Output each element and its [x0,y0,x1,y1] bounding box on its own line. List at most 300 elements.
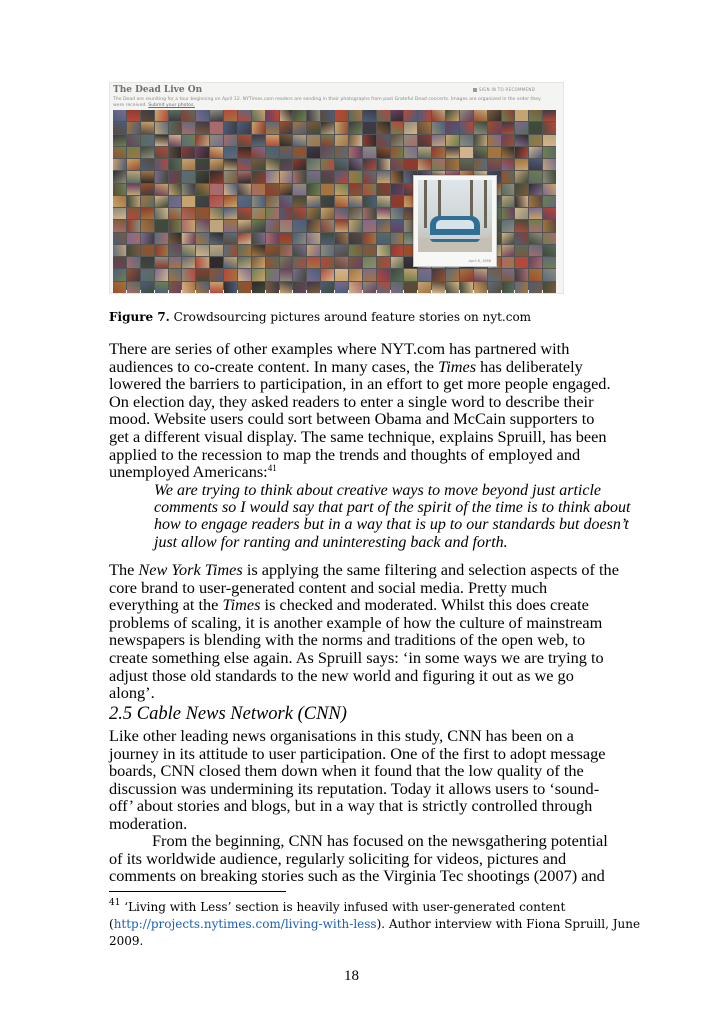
mosaic-tile [391,269,404,280]
mosaic-tile [155,208,168,219]
mosaic-tile [113,208,126,219]
mosaic-tile [280,110,293,121]
mosaic-tile [182,110,195,121]
mosaic-tile [377,257,390,268]
mosaic-tile [224,135,237,146]
mosaic-tile [155,245,168,256]
mosaic-tile [182,122,195,133]
mosaic-tile [321,282,334,293]
mosaic-tile [238,196,251,207]
mosaic-tile [113,220,126,231]
mosaic-tile [210,220,223,231]
mosaic-tile [210,110,223,121]
mosaic-tile [280,282,293,293]
mosaic-tile [460,110,473,121]
mosaic-tile [238,135,251,146]
mosaic-tile [529,110,542,121]
mosaic-tile [335,159,348,170]
mosaic-tile [113,110,126,121]
mosaic-tile [474,135,487,146]
mosaic-tile [293,282,306,293]
mosaic-tile [474,269,487,280]
mosaic-tile [141,171,154,182]
mosaic-tile [155,171,168,182]
mosaic-tile [391,220,404,231]
mosaic-tile [280,257,293,268]
mosaic-tile [446,122,459,133]
recommend-link: SIGN IN TO RECOMMEND [473,87,535,92]
mosaic-tile [169,110,182,121]
mosaic-tile [418,122,431,133]
mosaic-tile [210,245,223,256]
mosaic-tile [266,233,279,244]
mosaic-tile [349,110,362,121]
paragraph-cnn-intro: Like other leading news organisations in this study, CNN has been on a journey in its attitude to user participation. One of the first to adopt message boards, CNN closed them down when it found that the low quality of the discussion was undermining its reputation. Today it allows users to ‘sound- off’ about stories and blogs, but in a way that is strictly controlled through moderation. [109,726,606,833]
mosaic-tile [502,147,515,158]
mosaic-tile [196,282,209,293]
mosaic-tile [529,147,542,158]
mosaic-tile [266,269,279,280]
mosaic-tile [127,233,140,244]
mosaic-tile [404,269,417,280]
mosaic-tile [460,147,473,158]
mosaic-tile [488,110,501,121]
inset-caption: April 8, 1988 [468,259,491,263]
mosaic-tile [238,208,251,219]
mosaic-tile [502,233,515,244]
mosaic-tile [543,257,556,268]
mosaic-tile [266,208,279,219]
mosaic-tile [502,269,515,280]
mosaic-tile [363,147,376,158]
mosaic-tile [238,233,251,244]
mosaic-tile [224,220,237,231]
mosaic-tile [363,110,376,121]
mosaic-tile [238,147,251,158]
mosaic-tile [127,171,140,182]
mosaic-tile [307,159,320,170]
mosaic-tile [363,257,376,268]
mosaic-tile [335,135,348,146]
mosaic-tile [432,269,445,280]
mosaic-tile [293,233,306,244]
mosaic-tile [155,233,168,244]
mosaic-tile [293,184,306,195]
mosaic-tile [280,147,293,158]
mosaic-tile [321,245,334,256]
mosaic-tile [515,171,528,182]
mosaic-tile [210,147,223,158]
mosaic-tile [182,159,195,170]
mosaic-tile [363,171,376,182]
mosaic-tile [335,257,348,268]
mosaic-tile [529,184,542,195]
mosaic-tile [169,245,182,256]
mosaic-tile [141,122,154,133]
mosaic-tile [515,282,528,293]
mosaic-tile [307,196,320,207]
mosaic-tile [515,159,528,170]
mosaic-tile [113,257,126,268]
mosaic-tile [182,196,195,207]
mosaic-tile [460,122,473,133]
mosaic-tile [460,282,473,293]
mosaic-tile [515,147,528,158]
mosaic-tile [182,245,195,256]
photo-inset [413,175,497,267]
mosaic-tile [543,159,556,170]
mosaic-tile [113,245,126,256]
mosaic-tile [224,147,237,158]
mosaic-tile [529,233,542,244]
mosaic-tile [141,184,154,195]
mosaic-tile [543,147,556,158]
mosaic-tile [280,269,293,280]
mosaic-tile [266,171,279,182]
mosaic-tile [238,122,251,133]
paragraph-cnn-newsgathering: From the beginning, CNN has focused on the newsgathering potential of its worldwide audience, regularly soliciting for videos, pictures and comments on breaking stories such as the Virginia Tec shootings (2007) and [109,831,608,886]
mosaic-tile [182,257,195,268]
mosaic-tile [238,269,251,280]
page-number: 18 [344,968,359,984]
mosaic-tile [210,171,223,182]
mosaic-tile [224,245,237,256]
mosaic-tile [252,269,265,280]
mosaic-tile [141,159,154,170]
mosaic-tile [515,135,528,146]
mosaic-tile [529,269,542,280]
submit-photos-link: Submit your photos. [148,103,195,108]
figure-image [109,82,564,294]
mosaic-tile [529,171,542,182]
mosaic-tile [127,196,140,207]
mosaic-tile [321,122,334,133]
mosaic-tile [196,196,209,207]
mosaic-tile [293,257,306,268]
mosaic-tile [502,135,515,146]
mosaic-tile [543,208,556,219]
mosaic-tile [169,122,182,133]
mosaic-tile [446,159,459,170]
recommend-icon [473,88,477,92]
mosaic-tile [363,184,376,195]
mosaic-tile [169,269,182,280]
mosaic-tile [404,159,417,170]
mosaic-tile [363,269,376,280]
mosaic-tile [321,196,334,207]
mosaic-tile [349,135,362,146]
mosaic-tile [460,269,473,280]
mosaic-tile [155,122,168,133]
mosaic-tile [169,159,182,170]
mosaic-tile [155,135,168,146]
mosaic-tile [280,184,293,195]
mosaic-tile [307,233,320,244]
mosaic-tile [210,282,223,293]
mosaic-tile [502,122,515,133]
mosaic-tile [113,122,126,133]
mosaic-tile [238,159,251,170]
mosaic-tile [377,269,390,280]
mosaic-tile [266,184,279,195]
mosaic-tile [349,269,362,280]
mosaic-tile [113,171,126,182]
mosaic-tile [182,147,195,158]
mosaic-tile [391,233,404,244]
mosaic-tile [210,196,223,207]
mosaic-tile [155,159,168,170]
mosaic-tile [543,220,556,231]
mosaic-tile [391,257,404,268]
mosaic-tile [335,208,348,219]
mosaic-tile [529,159,542,170]
mosaic-tile [127,220,140,231]
mosaic-tile [543,269,556,280]
mosaic-tile [127,135,140,146]
mosaic-tile [280,135,293,146]
mosaic-tile [543,184,556,195]
mosaic-tile [349,122,362,133]
mosaic-tile [377,159,390,170]
mosaic-tile [155,269,168,280]
mosaic-tile [196,147,209,158]
figure-label: Figure 7. [109,310,170,324]
mosaic-tile [307,110,320,121]
mosaic-tile [127,208,140,219]
mosaic-tile [141,269,154,280]
mosaic-tile [196,233,209,244]
mosaic-tile [280,208,293,219]
mosaic-tile [141,135,154,146]
mosaic-tile [196,135,209,146]
section-heading: 2.5 Cable News Network (CNN) [109,704,347,724]
mosaic-tile [210,184,223,195]
mosaic-tile [515,110,528,121]
mosaic-tile [321,147,334,158]
mosaic-tile [210,135,223,146]
mosaic-tile [141,245,154,256]
mosaic-tile [252,110,265,121]
paragraph-nyt-filtering: The New York Times is applying the same filtering and selection aspects of the core brand to user-generated content and social media. Pretty much everything at the Times is checked and moderated. Whilst this does create problems of scaling, it is another example of how the culture of mainstream newspapers is blending with the norms and traditions of the open web, to create something else again. As Spruill says: ‘in some ways we are trying to adjust those old standards to the new world and figuring it out as we go along’. [109,560,619,703]
mosaic-tile [155,257,168,268]
mosaic-tile [543,282,556,293]
inset-photo [418,180,492,252]
mosaic-tile [474,282,487,293]
mosaic-tile [377,233,390,244]
mosaic-tile [238,184,251,195]
mosaic-tile [515,269,528,280]
mosaic-tile [474,159,487,170]
mosaic-tile [169,184,182,195]
mosaic-tile [335,245,348,256]
mosaic-tile [238,171,251,182]
mosaic-tile [446,110,459,121]
mosaic-tile [307,220,320,231]
footnote-ref: 41 [267,463,277,474]
mosaic-tile [515,208,528,219]
mosaic-tile [307,147,320,158]
mosaic-tile [349,282,362,293]
mosaic-tile [377,196,390,207]
mosaic-tile [418,135,431,146]
mosaic-tile [363,135,376,146]
mosaic-tile [377,135,390,146]
mosaic-tile [252,135,265,146]
mosaic-tile [210,159,223,170]
mosaic-tile [432,135,445,146]
mosaic-tile [169,171,182,182]
mosaic-tile [515,220,528,231]
mosaic-tile [252,282,265,293]
mosaic-tile [515,233,528,244]
mosaic-tile [307,257,320,268]
mosaic-tile [377,147,390,158]
mosaic-tile [196,208,209,219]
mosaic-tile [266,147,279,158]
mosaic-tile [224,122,237,133]
mosaic-tile [418,147,431,158]
mosaic-tile [488,269,501,280]
mosaic-tile [182,220,195,231]
mosaic-tile [293,208,306,219]
mosaic-tile [182,208,195,219]
mosaic-tile [488,122,501,133]
mosaic-tile [127,147,140,158]
block-quote: We are trying to think about creative ways to move beyond just article comments so I would say that part of the spirit of the time is to think about how to engage readers but in a way that is up to our standards but doesn’t just allow for ranting and uninteresting back and forth. [154,482,631,551]
mosaic-tile [266,220,279,231]
mosaic-tile [307,245,320,256]
mosaic-tile [196,269,209,280]
mosaic-tile [335,282,348,293]
mosaic-tile [349,233,362,244]
mosaic-tile [182,269,195,280]
mosaic-tile [266,159,279,170]
mosaic-tile [363,282,376,293]
mosaic-tile [543,233,556,244]
mosaic-tile [349,196,362,207]
mosaic-tile [113,135,126,146]
mosaic-tile [280,233,293,244]
mosaic-tile [488,147,501,158]
mosaic-tile [446,282,459,293]
mosaic-tile [280,196,293,207]
mosaic-tile [432,159,445,170]
mosaic-tile [335,122,348,133]
mosaic-tile [377,245,390,256]
mosaic-tile [141,196,154,207]
mosaic-tile [418,282,431,293]
footnote-url-link[interactable]: http://projects.nytimes.com/living-with-less [113,917,377,932]
mosaic-tile [127,245,140,256]
figure-title: The Dead Live On [113,85,203,95]
mosaic-tile [293,110,306,121]
mosaic-tile [293,135,306,146]
mosaic-tile [321,269,334,280]
mosaic-tile [127,269,140,280]
figure-description: The Dead are reuniting for a tour beginning on April 12. NYTimes.com readers are sending in their photographs from past Grateful Dead concerts. Images are organized in the order they were received. Submit your photos. [113,97,541,108]
mosaic-tile [113,196,126,207]
mosaic-tile [488,159,501,170]
mosaic-tile [266,122,279,133]
mosaic-tile [515,184,528,195]
mosaic-tile [349,159,362,170]
mosaic-tile [391,147,404,158]
mosaic-tile [141,282,154,293]
mosaic-tile [238,257,251,268]
mosaic-tile [529,196,542,207]
mosaic-tile [391,171,404,182]
mosaic-tile [474,147,487,158]
mosaic-tile [127,122,140,133]
mosaic-tile [113,269,126,280]
mosaic-tile [488,135,501,146]
mosaic-tile [266,245,279,256]
mosaic-tile [502,184,515,195]
mosaic-tile [404,122,417,133]
mosaic-tile [141,147,154,158]
mosaic-tile [210,122,223,133]
mosaic-tile [349,220,362,231]
mosaic-tile [377,171,390,182]
mosaic-tile [169,196,182,207]
mosaic-tile [321,233,334,244]
mosaic-tile [210,269,223,280]
mosaic-tile [196,122,209,133]
mosaic-tile [196,159,209,170]
mosaic-tile [155,196,168,207]
mosaic-tile [543,196,556,207]
mosaic-tile [391,208,404,219]
mosaic-tile [529,208,542,219]
footnote-divider [109,891,286,892]
mosaic-tile [293,269,306,280]
mosaic-tile [224,159,237,170]
mosaic-tile [349,208,362,219]
mosaic-tile [127,282,140,293]
mosaic-tile [280,122,293,133]
mosaic-tile [529,220,542,231]
mosaic-tile [335,233,348,244]
mosaic-tile [113,233,126,244]
mosaic-tile [321,184,334,195]
mosaic-tile [502,257,515,268]
mosaic-tile [377,184,390,195]
mosaic-tile [252,122,265,133]
mosaic-tile [349,171,362,182]
mosaic-tile [321,220,334,231]
mosaic-tile [196,220,209,231]
mosaic-tile [335,184,348,195]
mosaic-tile [377,110,390,121]
mosaic-tile [238,282,251,293]
mosaic-tile [196,171,209,182]
mosaic-tile [543,245,556,256]
mosaic-tile [432,147,445,158]
mosaic-tile [515,257,528,268]
mosaic-tile [196,184,209,195]
mosaic-tile [266,135,279,146]
mosaic-tile [335,147,348,158]
mosaic-tile [182,184,195,195]
mosaic-tile [196,257,209,268]
mosaic-tile [418,159,431,170]
mosaic-tile [349,257,362,268]
mosaic-tile [529,282,542,293]
mosaic-tile [169,233,182,244]
mosaic-tile [515,245,528,256]
mosaic-tile [266,196,279,207]
mosaic-tile [252,159,265,170]
